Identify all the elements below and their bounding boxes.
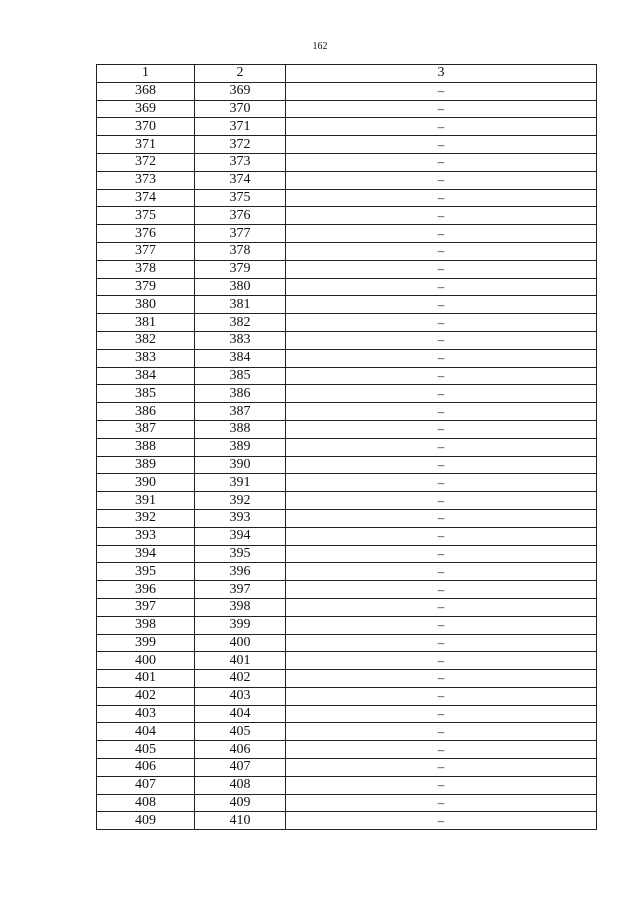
column-header-1: 1 <box>97 65 195 83</box>
table-cell-col-2: 371 <box>195 118 286 136</box>
table-cell-col-1: 390 <box>97 474 195 492</box>
table-cell-col-2: 399 <box>195 616 286 634</box>
table-cell-col-3: – <box>286 171 597 189</box>
table-row <box>97 527 597 545</box>
table-cell-col-3: – <box>286 385 597 403</box>
table-cell-col-3: – <box>286 687 597 705</box>
table-cell-col-2: 405 <box>195 723 286 741</box>
table-cell-col-2: 387 <box>195 403 286 421</box>
table-row <box>97 367 597 385</box>
table-cell-col-3: – <box>286 581 597 599</box>
table-cell-col-1: 372 <box>97 153 195 171</box>
table-cell-col-1: 399 <box>97 634 195 652</box>
table-row <box>97 509 597 527</box>
table-cell-col-2: 406 <box>195 741 286 759</box>
table-cell-col-3: – <box>286 314 597 332</box>
table-cell-col-1: 387 <box>97 420 195 438</box>
table-row <box>97 492 597 510</box>
table-cell-col-2: 372 <box>195 136 286 154</box>
table-cell-col-2: 401 <box>195 652 286 670</box>
table-cell-col-1: 407 <box>97 776 195 794</box>
table-row <box>97 723 597 741</box>
table-cell-col-1: 409 <box>97 812 195 830</box>
table-row <box>97 581 597 599</box>
table-cell-col-3: – <box>286 527 597 545</box>
table-cell-col-2: 388 <box>195 420 286 438</box>
table-cell-col-2: 380 <box>195 278 286 296</box>
table-cell-col-1: 396 <box>97 581 195 599</box>
table-cell-col-1: 371 <box>97 136 195 154</box>
table-cell-col-3: – <box>286 260 597 278</box>
table-row <box>97 153 597 171</box>
table-cell-col-2: 376 <box>195 207 286 225</box>
table-row <box>97 296 597 314</box>
table-row <box>97 652 597 670</box>
table-cell-col-3: – <box>286 598 597 616</box>
table-cell-col-3: – <box>286 82 597 100</box>
table-cell-col-3: – <box>286 100 597 118</box>
table-cell-col-3: – <box>286 776 597 794</box>
table-cell-col-2: 410 <box>195 812 286 830</box>
table-row <box>97 403 597 421</box>
table-cell-col-2: 386 <box>195 385 286 403</box>
table-row <box>97 118 597 136</box>
table-cell-col-2: 398 <box>195 598 286 616</box>
table-row <box>97 331 597 349</box>
table-cell-col-1: 382 <box>97 331 195 349</box>
table-row <box>97 687 597 705</box>
table-cell-col-1: 384 <box>97 367 195 385</box>
table-cell-col-1: 377 <box>97 242 195 260</box>
table-cell-col-1: 391 <box>97 492 195 510</box>
table-cell-col-1: 368 <box>97 82 195 100</box>
table-cell-col-1: 394 <box>97 545 195 563</box>
table-cell-col-3: – <box>286 438 597 456</box>
table-cell-col-1: 404 <box>97 723 195 741</box>
table-row <box>97 812 597 830</box>
table-cell-col-1: 376 <box>97 225 195 243</box>
table-cell-col-2: 385 <box>195 367 286 385</box>
table-cell-col-1: 401 <box>97 670 195 688</box>
table-cell-col-3: – <box>286 242 597 260</box>
table-row <box>97 225 597 243</box>
table-row <box>97 189 597 207</box>
table-cell-col-3: – <box>286 367 597 385</box>
table-cell-col-2: 397 <box>195 581 286 599</box>
table-row <box>97 136 597 154</box>
table-cell-col-1: 402 <box>97 687 195 705</box>
table-row <box>97 260 597 278</box>
table-cell-col-2: 374 <box>195 171 286 189</box>
table-cell-col-2: 379 <box>195 260 286 278</box>
table-cell-col-1: 388 <box>97 438 195 456</box>
table-cell-col-1: 405 <box>97 741 195 759</box>
table-cell-col-3: – <box>286 545 597 563</box>
table-cell-col-3: – <box>286 794 597 812</box>
table-cell-col-3: – <box>286 563 597 581</box>
table-cell-col-1: 380 <box>97 296 195 314</box>
table-header-row <box>97 65 597 83</box>
table-row <box>97 438 597 456</box>
table-row <box>97 349 597 367</box>
table-row <box>97 100 597 118</box>
table-cell-col-3: – <box>286 723 597 741</box>
table-cell-col-1: 389 <box>97 456 195 474</box>
table-cell-col-2: 392 <box>195 492 286 510</box>
table-cell-col-3: – <box>286 153 597 171</box>
table-cell-col-3: – <box>286 349 597 367</box>
table-cell-col-2: 381 <box>195 296 286 314</box>
table-cell-col-2: 396 <box>195 563 286 581</box>
table-cell-col-1: 381 <box>97 314 195 332</box>
table-row <box>97 598 597 616</box>
table-cell-col-2: 378 <box>195 242 286 260</box>
table-cell-col-3: – <box>286 189 597 207</box>
table-cell-col-2: 384 <box>195 349 286 367</box>
table-row <box>97 563 597 581</box>
table-cell-col-3: – <box>286 331 597 349</box>
table-cell-col-3: – <box>286 670 597 688</box>
table-cell-col-3: – <box>286 652 597 670</box>
table-row <box>97 171 597 189</box>
data-table <box>96 64 597 830</box>
table-row <box>97 242 597 260</box>
table-cell-col-3: – <box>286 225 597 243</box>
table-row <box>97 670 597 688</box>
table-cell-col-1: 378 <box>97 260 195 278</box>
table-cell-col-1: 385 <box>97 385 195 403</box>
table-cell-col-2: 390 <box>195 456 286 474</box>
table-cell-col-3: – <box>286 634 597 652</box>
table-cell-col-2: 408 <box>195 776 286 794</box>
table-cell-col-2: 409 <box>195 794 286 812</box>
table-cell-col-2: 391 <box>195 474 286 492</box>
table-row <box>97 456 597 474</box>
table-cell-col-1: 386 <box>97 403 195 421</box>
table-cell-col-3: – <box>286 207 597 225</box>
table-row <box>97 616 597 634</box>
table-cell-col-2: 403 <box>195 687 286 705</box>
table-row <box>97 759 597 777</box>
column-header-2: 2 <box>195 65 286 83</box>
table-row <box>97 545 597 563</box>
table-cell-col-1: 369 <box>97 100 195 118</box>
table-cell-col-1: 397 <box>97 598 195 616</box>
page-number: 162 <box>312 41 328 52</box>
table-cell-col-1: 403 <box>97 705 195 723</box>
table-row <box>97 207 597 225</box>
table-row <box>97 82 597 100</box>
table-row <box>97 741 597 759</box>
table-cell-col-2: 373 <box>195 153 286 171</box>
table-cell-col-3: – <box>286 278 597 296</box>
table-cell-col-3: – <box>286 759 597 777</box>
table-cell-col-2: 382 <box>195 314 286 332</box>
table-cell-col-1: 398 <box>97 616 195 634</box>
table-cell-col-3: – <box>286 136 597 154</box>
table-cell-col-2: 389 <box>195 438 286 456</box>
table-cell-col-1: 374 <box>97 189 195 207</box>
table-row <box>97 385 597 403</box>
table-cell-col-1: 406 <box>97 759 195 777</box>
table-cell-col-1: 408 <box>97 794 195 812</box>
table-cell-col-2: 370 <box>195 100 286 118</box>
table-cell-col-2: 393 <box>195 509 286 527</box>
table-row <box>97 420 597 438</box>
table-cell-col-1: 373 <box>97 171 195 189</box>
table-cell-col-3: – <box>286 420 597 438</box>
table-cell-col-1: 375 <box>97 207 195 225</box>
column-header-3: 3 <box>286 65 597 83</box>
table-cell-col-2: 404 <box>195 705 286 723</box>
table-cell-col-3: – <box>286 403 597 421</box>
table-cell-col-1: 395 <box>97 563 195 581</box>
table-cell-col-3: – <box>286 492 597 510</box>
table-cell-col-1: 393 <box>97 527 195 545</box>
table-cell-col-2: 377 <box>195 225 286 243</box>
table-cell-col-2: 383 <box>195 331 286 349</box>
table-cell-col-2: 395 <box>195 545 286 563</box>
table-cell-col-3: – <box>286 296 597 314</box>
table-cell-col-2: 369 <box>195 82 286 100</box>
table-cell-col-3: – <box>286 474 597 492</box>
table-cell-col-3: – <box>286 812 597 830</box>
table-cell-col-1: 400 <box>97 652 195 670</box>
table-cell-col-1: 383 <box>97 349 195 367</box>
table-cell-col-1: 392 <box>97 509 195 527</box>
table-row <box>97 705 597 723</box>
table-cell-col-1: 370 <box>97 118 195 136</box>
table-cell-col-3: – <box>286 456 597 474</box>
table-row <box>97 278 597 296</box>
table-cell-col-3: – <box>286 705 597 723</box>
table-cell-col-2: 394 <box>195 527 286 545</box>
table-row <box>97 794 597 812</box>
table-cell-col-3: – <box>286 741 597 759</box>
table-body <box>97 82 597 829</box>
table-cell-col-2: 400 <box>195 634 286 652</box>
table-cell-col-1: 379 <box>97 278 195 296</box>
table-cell-col-2: 375 <box>195 189 286 207</box>
table-row <box>97 634 597 652</box>
table-cell-col-3: – <box>286 616 597 634</box>
table-cell-col-3: – <box>286 509 597 527</box>
table-row <box>97 474 597 492</box>
table-cell-col-2: 402 <box>195 670 286 688</box>
table-cell-col-2: 407 <box>195 759 286 777</box>
table-row <box>97 776 597 794</box>
table-cell-col-3: – <box>286 118 597 136</box>
table-row <box>97 314 597 332</box>
